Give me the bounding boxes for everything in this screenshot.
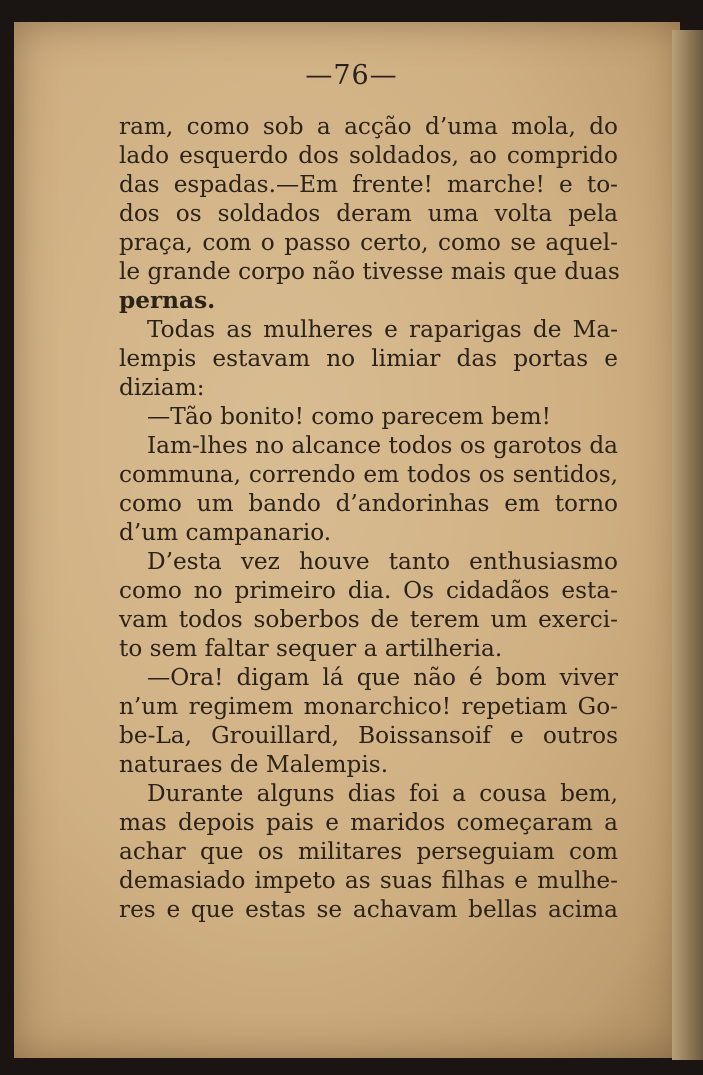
text-line: pernas. (119, 287, 216, 314)
page-edge (672, 30, 703, 1060)
text-line: to sem faltar sequer a artilheria. (119, 635, 503, 662)
text-line: diziam: (119, 374, 205, 401)
text-line: le grande corpo não tivesse mais que duas (119, 258, 620, 285)
text-line: Todas as mulheres e raparigas de Ma- (147, 316, 618, 343)
text-line: be-La, Grouillard, Boissansoif e outros (119, 722, 618, 749)
page-number: —76— (305, 60, 398, 91)
text-line: Iam-lhes no alcance todos os garotos da (147, 432, 618, 459)
text-line: achar que os militares perseguiam com (119, 838, 618, 865)
text-line: D’esta vez houve tanto enthusiasmo (147, 548, 618, 575)
text-line: naturaes de Malempis. (119, 751, 389, 778)
text-line: lempis estavam no limiar das portas e (119, 345, 618, 372)
body-text (119, 112, 618, 924)
text-line: como um bando d’andorinhas em torno (119, 490, 618, 517)
text-line: ram, como sob a acção d’uma mola, do (119, 113, 618, 140)
text-line: dos os soldados deram uma volta pela (119, 200, 618, 227)
text-line: —Tão bonito! como parecem bem! (147, 403, 551, 430)
text-line: demasiado impeto as suas filhas e mulhe- (119, 867, 618, 894)
text-line: res e que estas se achavam bellas acima (119, 896, 618, 923)
text-line: Durante alguns dias foi a cousa bem, (147, 780, 618, 807)
text-line: das espadas.—Em frente! marche! e to- (119, 171, 618, 198)
text-line: —Ora! digam lá que não é bom viver (147, 664, 618, 691)
text-line: vam todos soberbos de terem um exerci- (119, 606, 618, 633)
text-line: lado esquerdo dos soldados, ao comprido (119, 142, 618, 169)
text-line: como no primeiro dia. Os cidadãos esta- (119, 577, 618, 604)
text-line: communa, correndo em todos os sentidos, (119, 461, 618, 488)
text-line: mas depois pais e maridos começaram a (119, 809, 618, 836)
text-line: praça, com o passo certo, como se aquel- (119, 229, 618, 256)
text-line: n’um regimem monarchico! repetiam Go- (119, 693, 618, 720)
text-line: d’um campanario. (119, 519, 332, 546)
